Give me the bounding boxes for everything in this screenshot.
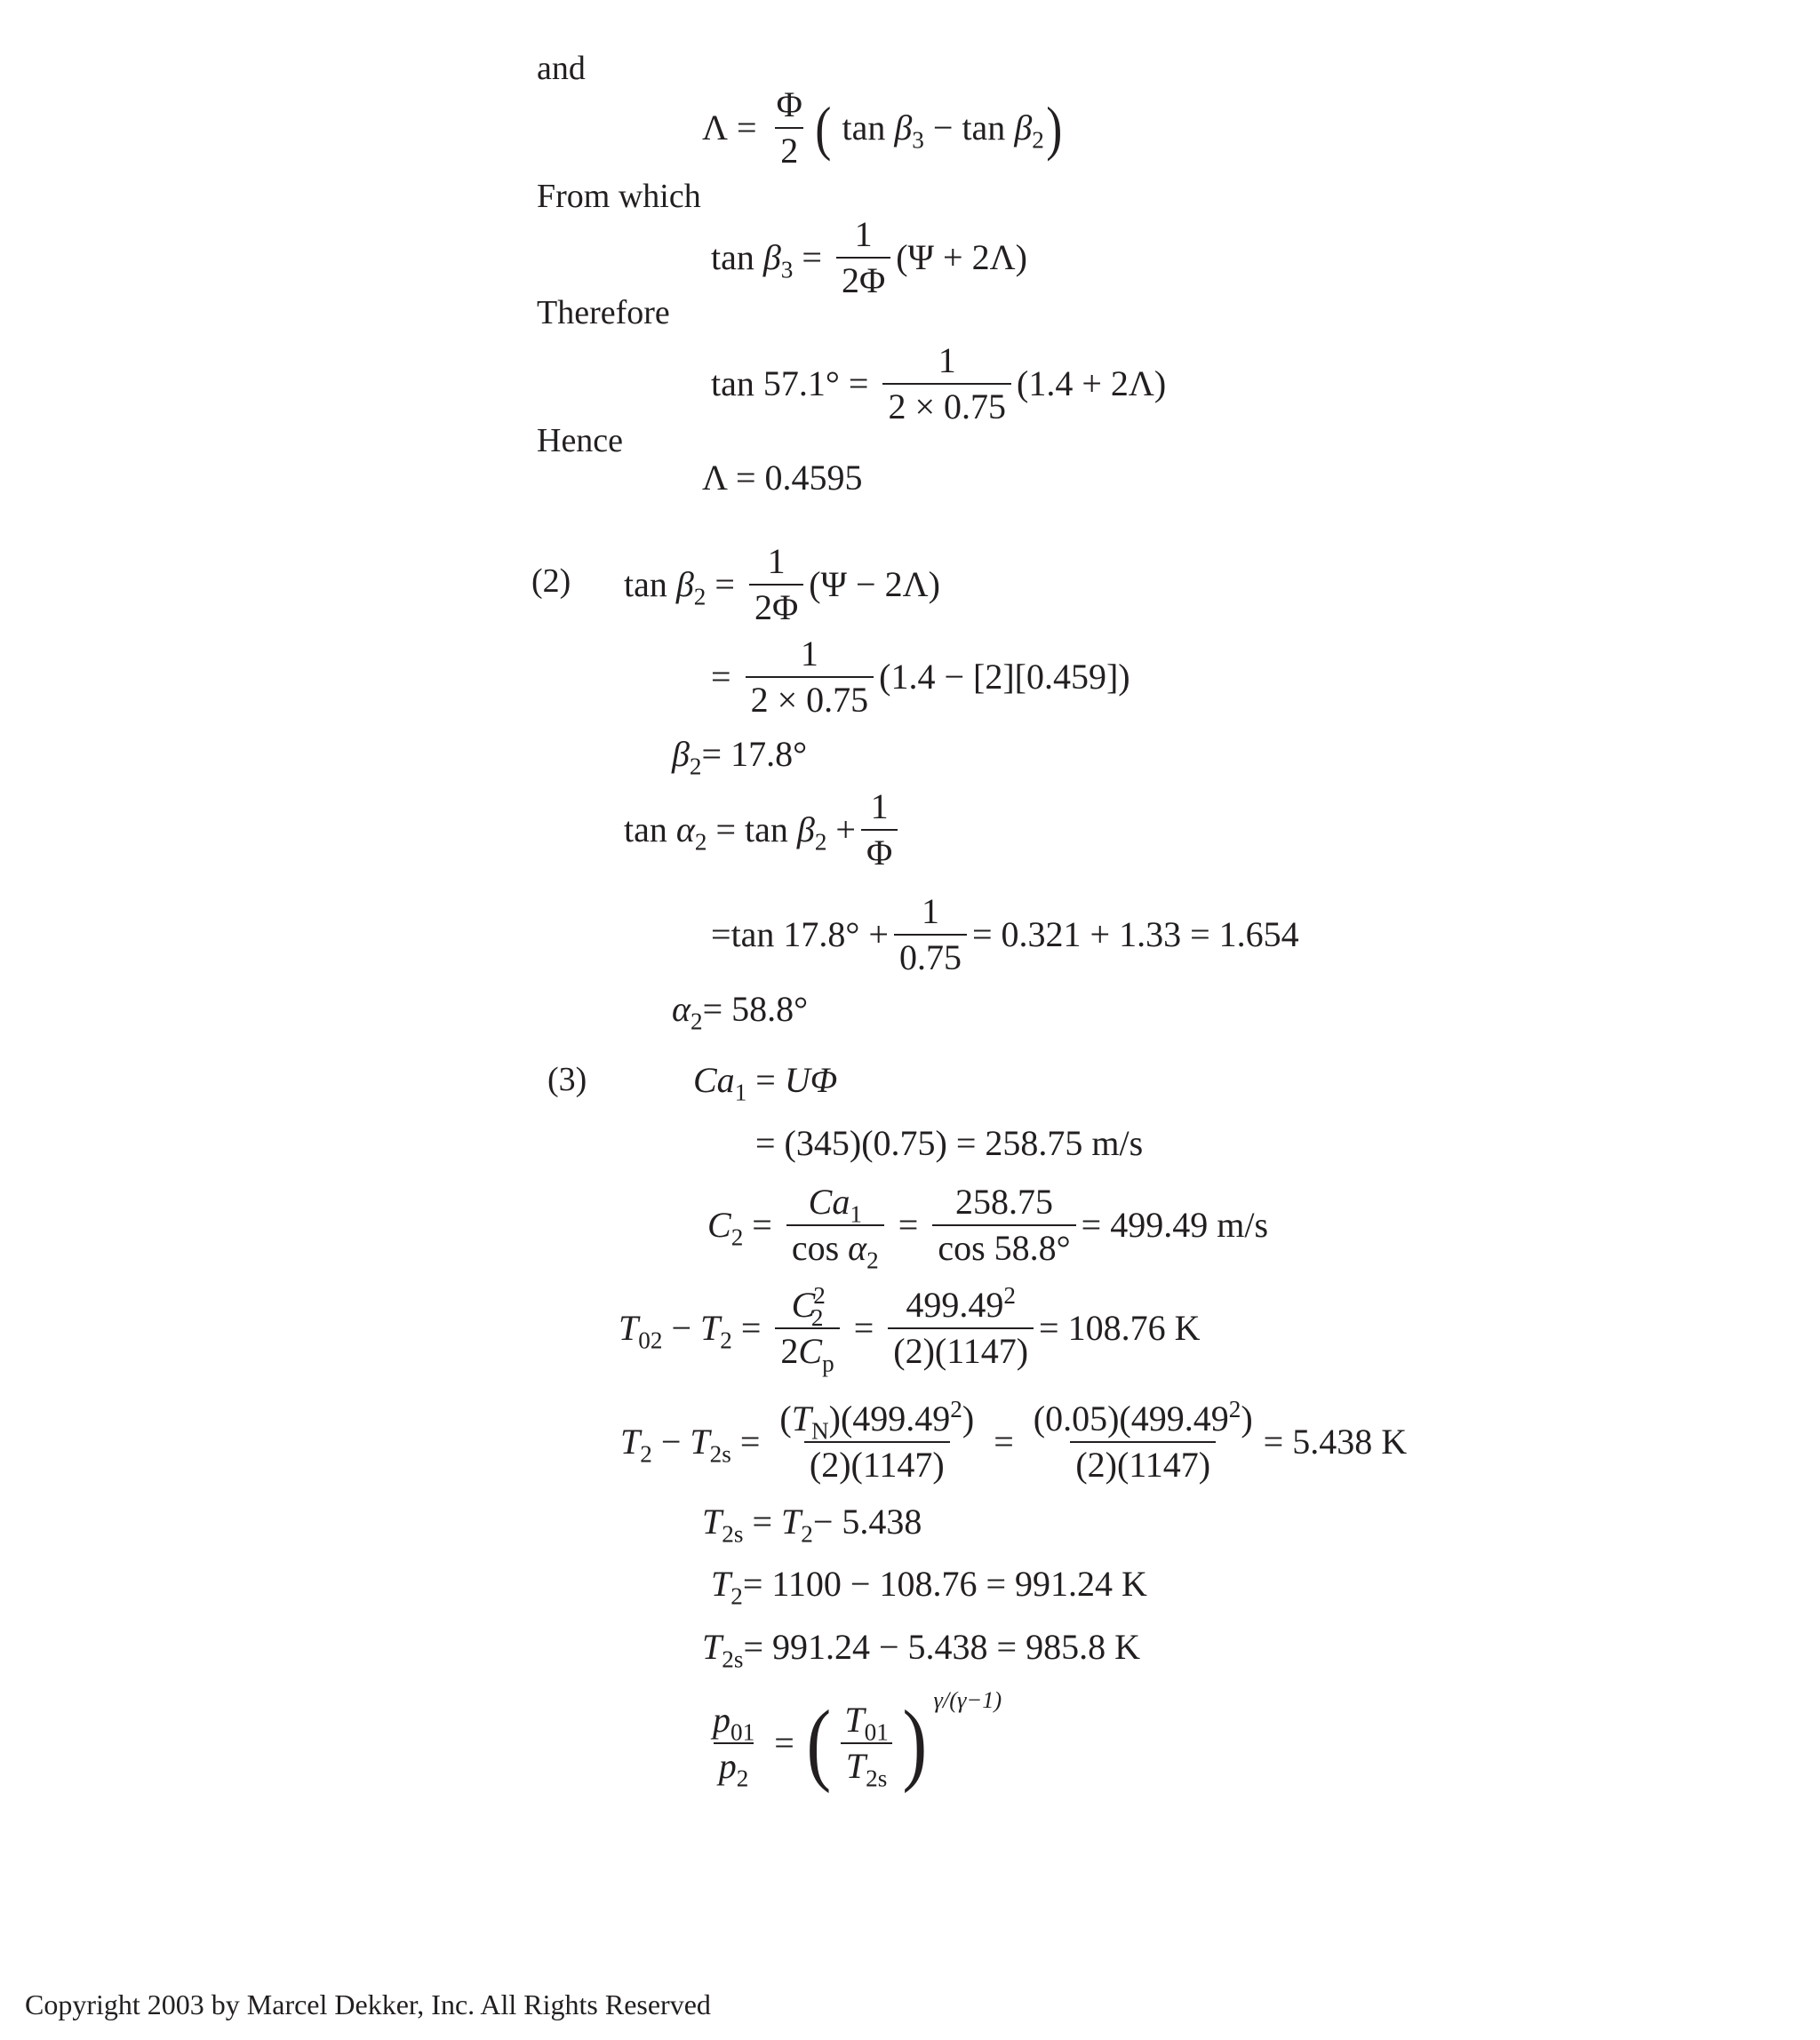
equation-t02-minus-t2: $T_{02}$ − $T_2$ = $\frac{C^2_2}{2C_p}$ = $\frac{499.49^2}{(2)(1147)}$ = 108.76 K [619,1282,1201,1377]
fraction-p01-over-p2: $\frac{p_{01}}{p_2}$ [713,1700,755,1792]
equation-tan-alpha2: $\tan \alpha_2$ = $\tan \beta_2$ + $\frac{1}{\Phi}$ [624,789,903,871]
fraction-tn-term: $\frac{(T_N)(499.49^2)}{(2)(1147)}$ [779,1396,975,1485]
equation-t2s-value: $T_{2s}$ = 991.24 − 5.438 = 985.8 K [702,1627,1140,1673]
fraction-phi-over-2: $\frac{\Phi}{2}$ [776,84,802,171]
exponent-gamma: γ/(γ−1) [933,1686,1002,1713]
copyright-footer: Copyright 2003 by Marcel Dekker, Inc. All Rights Reserved [25,1988,711,2020]
equation-alpha2-value: $\alpha_2$ = 58.8° [672,989,809,1035]
fraction-one-over-075: $\frac{1}{0.75}$ [894,894,967,976]
equation-tan-beta2-sub: = $\frac{1}{2 \times 0.75}$ (1.4 − [2][0.459]) [711,634,1130,720]
equation-t2-minus-t2s: $T_2$ − $T_{2s}$ = $\frac{(T_N)(499.49^2)}{(2)(1147)}$ = $\frac{(0.05)(499.49^2)}{(2)(1147)}$ = 5.438 K [620,1396,1408,1485]
label-part-3: (3) [547,1061,587,1098]
equation-t2-value: $T_2$ = 1100 − 108.76 = 991.24 K [711,1564,1147,1610]
equation-tan-alpha2-value: = tan 17.8° + $\frac{1}{0.75}$ = 0.321 + 1.33 = 1.654 [711,891,1299,977]
text-therefore: Therefore [537,294,670,331]
fraction-499sq-over-cp: $\frac{499.49^2}{(2)(1147)}$ [888,1287,1034,1369]
equation-beta2-value: $\beta_2$ = 17.8° [672,734,808,780]
fraction-one-over-1-5: $\frac{1}{2 \times 0.75}$ [882,343,1011,425]
equation-lambda-value: Λ = 0.4595 [702,458,863,498]
fraction-one-over-1-5-b: $\frac{1}{2 \times 0.75}$ [746,636,874,718]
text-hence: Hence [537,422,624,459]
equation-tan-57: tan 57.1° = $\frac{1}{2 \times 0.75}$ (1.4 + 2Λ) [711,340,1167,426]
fraction-258-over-cos: $\frac{258.75}{\cos 58.8^\circ}$ [932,1184,1075,1266]
fraction-c2sq-over-2cp: $\frac{C^2_2}{2C_p}$ [775,1287,839,1369]
equation-ca1-value: = (345)(0.75) = 258.75 m/s [755,1123,1144,1163]
text-and: and [537,50,586,87]
fraction-t01-over-t2s: $\frac{T_{01}}{T_{2s}}$ [839,1702,893,1784]
equation-tan-beta3: $\tan \beta_3$ = $\frac{1}{2\Phi}$ (Ψ + 2Λ) [711,214,1027,300]
equation-c2: $C_2$ = $\frac{Ca_1}{\cos \alpha_2}$ = $\frac{258.75}{\cos 58.8^\circ}$ = 499.49 m/s [707,1182,1269,1274]
equation-pressure-ratio: $\frac{p_{01}}{p_2}$ = ( $\frac{T_{01}}{T_{2s}}$ ) γ/(γ−1) [702,1697,1002,1789]
label-part-2: (2) [531,562,571,600]
fraction-one-over-phi: $\frac{1}{\Phi}$ [861,789,898,871]
equation-tan-beta2: $\tan \beta_2$ = $\frac{1}{2\Phi}$ (Ψ − 2Λ) [624,541,940,627]
equation-t2s-relation: $T_{2s}$ = $T_2$ − 5.438 [702,1502,922,1548]
fraction-one-over-2phi: $\frac{1}{2\Phi}$ [836,217,890,299]
equation-lambda-definition: Λ = $\frac{\Phi}{2}$ ( $\tan \beta_3$ − $\tan \beta_2$ ) [702,84,1063,171]
fraction-005-term: $\frac{(0.05)(499.49^2)}{(2)(1147)}$ [1033,1396,1253,1485]
text-from-which: From which [537,178,701,215]
fraction-one-over-2phi-b: $\frac{1}{2\Phi}$ [749,544,803,626]
fraction-ca1-over-cos: $\frac{Ca_1}{\cos \alpha_2}$ [786,1184,884,1266]
equation-ca1: $Ca_1$ = UΦ [693,1060,838,1106]
